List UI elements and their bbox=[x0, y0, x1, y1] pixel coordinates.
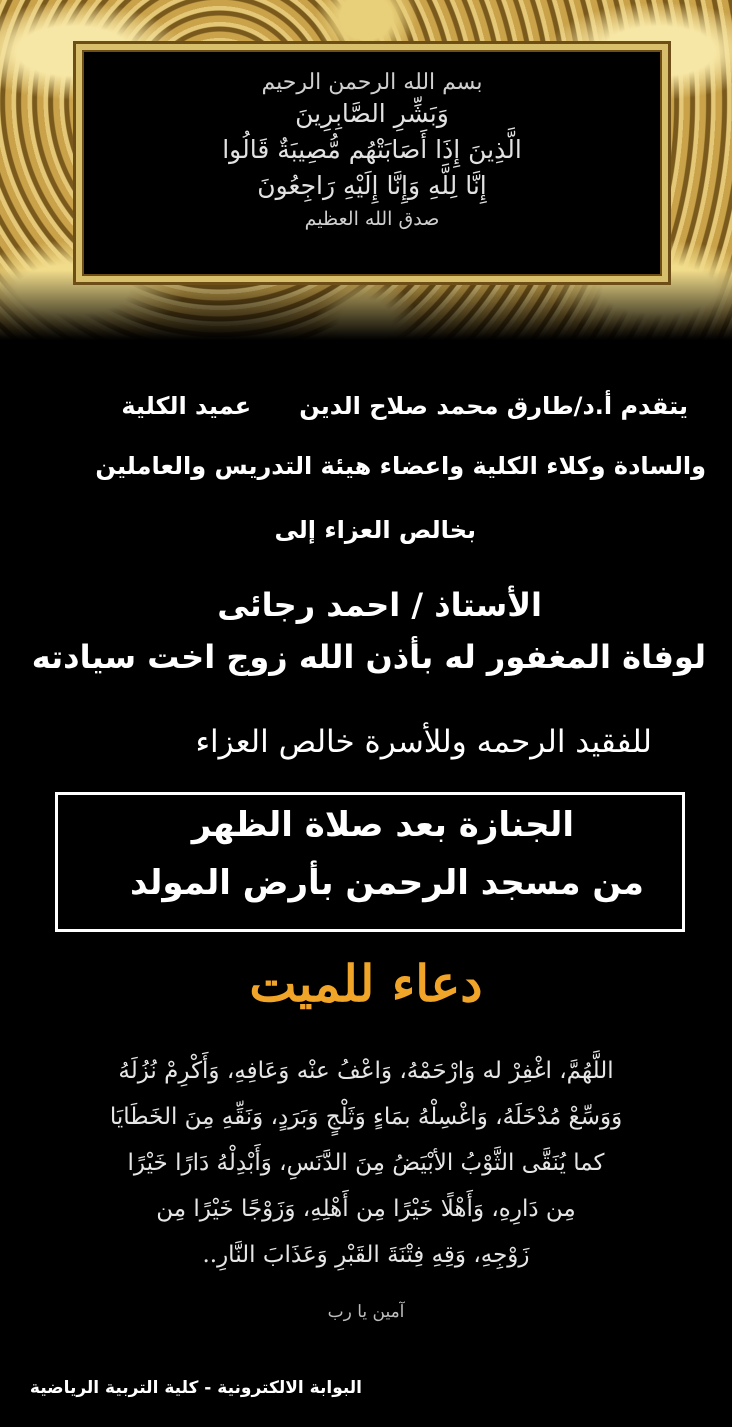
dua-line-4: مِن دَارِهِ، وَأَهْلًا خَيْرًا مِن أَهْلِهِ، وَزَوْجًا خَيْرًا مِن bbox=[156, 1196, 576, 1222]
dua-line-2: وَوَسِّعْ مُدْخَلَهُ، وَاغْسِلْهُ بمَاءٍ وَثَلْجٍ وَبَرَدٍ، وَنَقِّهِ مِنَ الخَطَايَا bbox=[109, 1104, 623, 1130]
announcement-line-5: لوفاة المغفور له بأذن الله زوج اخت سيادته bbox=[31, 638, 706, 676]
verse-line-2: الَّذِينَ إِذَا أَصَابَتْهُم مُّصِيبَةٌ قَالُوا bbox=[222, 135, 522, 164]
announcement-line-3: بخالص العزاء إلى bbox=[274, 516, 476, 544]
funeral-time: الجنازة بعد صلاة الظهر bbox=[191, 805, 574, 845]
amen-text: آمين يا رب bbox=[327, 1302, 405, 1322]
dean-title: عميد الكلية bbox=[121, 392, 252, 420]
dua-line-3: كما يُنَقَّى الثَّوْبُ الأبْيَضُ مِنَ الدَّنَسِ، وَأَبْدِلْهُ دَارًا خَيْرًا bbox=[127, 1150, 605, 1176]
footer-credit: البوابة الالكترونية - كلية التربية الرياضية bbox=[29, 1378, 362, 1398]
recipient-name: الأستاذ / احمد رجائى bbox=[217, 586, 542, 624]
dua-text bbox=[50, 1048, 682, 1278]
announcement-line-2: والسادة وكلاء الكلية واعضاء هيئة التدريس والعاملين bbox=[95, 452, 706, 480]
dua-title: دعاء للميت bbox=[249, 954, 483, 1013]
dua-line-1: اللَّهُمَّ، اغْفِرْ له وَارْحَمْهُ، وَاعْفُ عنْه وَعَافِهِ، وَأَكْرِمْ نُزُلَهُ bbox=[118, 1058, 614, 1084]
dean-name: يتقدم أ.د/طارق محمد صلاح الدين bbox=[299, 392, 688, 420]
verse-line-3: إِنَّا لِلَّهِ وَإِنَّا إِلَيْهِ رَاجِعُونَ bbox=[257, 171, 487, 200]
announcement-line-6: للفقيد الرحمه وللأسرة خالص العزاء bbox=[195, 724, 652, 760]
ornate-frame-header bbox=[0, 0, 732, 340]
announcement-line-1 bbox=[121, 392, 688, 420]
frame-panel bbox=[76, 44, 668, 282]
dua-line-5: زَوْجِهِ، وَقِهِ فِتْنَةَ القَبْرِ وَعَذَابَ النَّارِ.. bbox=[202, 1242, 530, 1268]
funeral-location: من مسجد الرحمن بأرض المولد bbox=[129, 863, 644, 903]
basmala: بسم الله الرحمن الرحيم bbox=[261, 70, 483, 95]
verse-line-1: وَبَشِّرِ الصَّابِرِينَ bbox=[295, 99, 449, 128]
quran-verse-block bbox=[82, 70, 662, 232]
sadaq-line: صدق الله العظيم bbox=[304, 208, 440, 230]
funeral-info-box bbox=[55, 792, 685, 932]
